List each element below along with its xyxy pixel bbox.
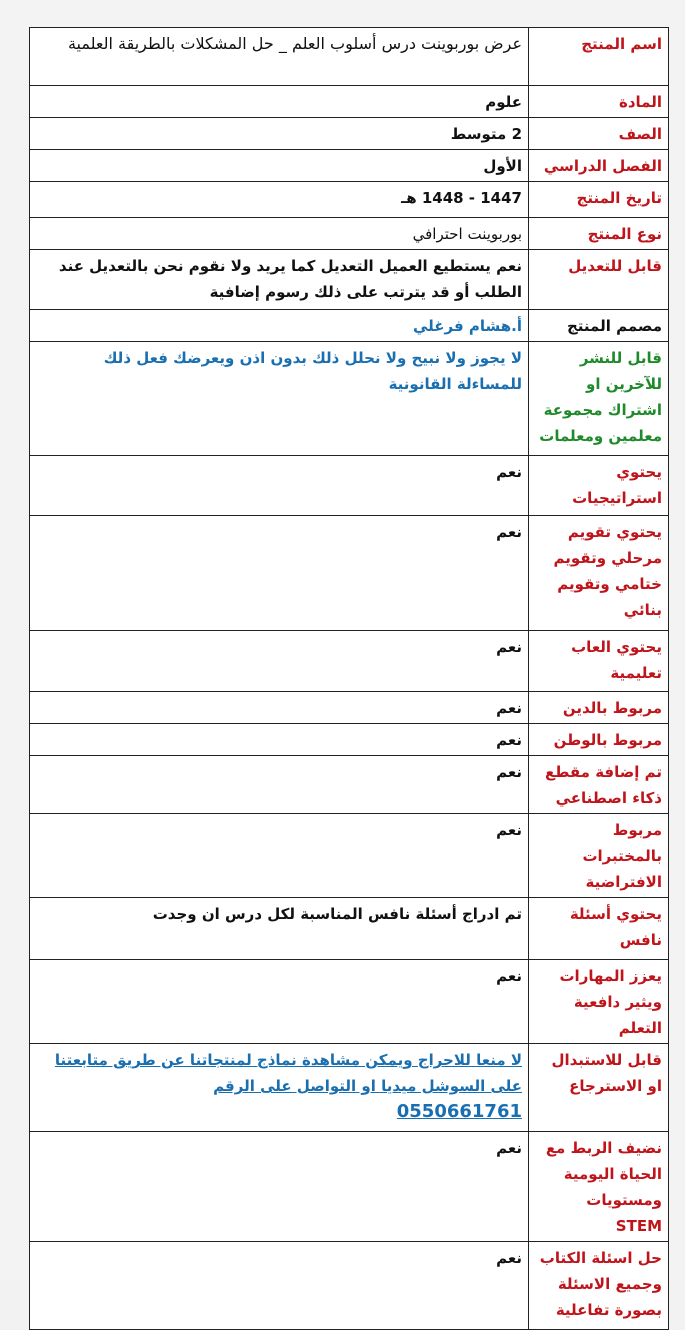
table-row xyxy=(30,756,669,814)
table-row xyxy=(30,1242,669,1330)
table-row xyxy=(30,1132,669,1242)
row-label: مربوط بالدين xyxy=(529,692,669,724)
table-row xyxy=(30,342,669,456)
row-value: نعم xyxy=(30,456,529,516)
table-row xyxy=(30,28,669,86)
row-label: مصمم المنتج xyxy=(529,310,669,342)
row-value: علوم xyxy=(30,86,529,118)
row-label: يحتوي العاب تعليمية xyxy=(529,631,669,692)
row-label: قابل للنشر للآخرين او اشتراك مجموعة معلمين ومعلمات xyxy=(529,342,669,456)
table-row xyxy=(30,724,669,756)
table-row xyxy=(30,118,669,150)
table-row xyxy=(30,218,669,250)
phone-number-link[interactable]: 0550661761 xyxy=(396,1101,522,1122)
row-value: نعم xyxy=(30,960,529,1044)
row-value: نعم xyxy=(30,724,529,756)
table-row xyxy=(30,150,669,182)
row-value: لا يجوز ولا نبيح ولا نحلل ذلك بدون اذن ويعرضك فعل ذلك للمساءلة القانونية xyxy=(30,342,529,456)
table-row xyxy=(30,814,669,898)
product-spec-table xyxy=(29,27,669,1330)
row-label: يحتوي أسئلة نافس xyxy=(529,898,669,960)
row-value: تم ادراج أسئلة نافس المناسبة لكل درس ان وجدت xyxy=(30,898,529,960)
row-value: نعم xyxy=(30,814,529,898)
row-value: نعم xyxy=(30,631,529,692)
row-label: الفصل الدراسي xyxy=(529,150,669,182)
table-row xyxy=(30,310,669,342)
row-label: يعزز المهارات ويثير دافعية التعلم xyxy=(529,960,669,1044)
row-value: 2 متوسط xyxy=(30,118,529,150)
table-row xyxy=(30,456,669,516)
row-value: الأول xyxy=(30,150,529,182)
table-row xyxy=(30,1044,669,1132)
row-value: نعم يستطيع العميل التعديل كما يريد ولا نقوم نحن بالتعديل عند الطلب أو قد يترتب على ذلك رسوم إضافية xyxy=(30,250,529,310)
table-row xyxy=(30,516,669,631)
table-row xyxy=(30,182,669,218)
row-label: حل اسئلة الكتاب وجميع الاسئلة بصورة تفاعلية xyxy=(529,1242,669,1330)
row-value: نعم xyxy=(30,1242,529,1330)
row-value: أ.هشام فرغلي xyxy=(30,310,529,342)
row-label: مربوط بالمختبرات الافتراضية xyxy=(529,814,669,898)
table-row xyxy=(30,250,669,310)
table-row xyxy=(30,898,669,960)
row-label: نوع المنتج xyxy=(529,218,669,250)
row-label: تم إضافة مقطع ذكاء اصطناعي xyxy=(529,756,669,814)
row-label: يحتوي استراتيجيات xyxy=(529,456,669,516)
table-row xyxy=(30,960,669,1044)
table-row xyxy=(30,692,669,724)
table-row xyxy=(30,86,669,118)
row-label: يحتوي تقويم مرحلي وتقويم ختامي وتقويم بنائي xyxy=(529,516,669,631)
row-label: قابل للاستبدال او الاسترجاع xyxy=(529,1044,669,1132)
row-value: نعم xyxy=(30,1132,529,1242)
row-value: بوربوينت احترافي xyxy=(30,218,529,250)
row-label: المادة xyxy=(529,86,669,118)
table-row xyxy=(30,631,669,692)
row-label: الصف xyxy=(529,118,669,150)
row-label: مربوط بالوطن xyxy=(529,724,669,756)
row-label: قابل للتعديل xyxy=(529,250,669,310)
row-value: عرض بوربوينت درس أسلوب العلم _ حل المشكلات بالطريقة العلمية xyxy=(30,28,529,86)
row-label: تاريخ المنتج xyxy=(529,182,669,218)
row-label: اسم المنتج xyxy=(529,28,669,86)
contact-link[interactable]: لا منعا للاحراج ويمكن مشاهدة نماذج لمنتجاتنا عن طريق متابعتنا على السوشل ميديا او التواصل على الرقم xyxy=(54,1051,522,1095)
row-label: نضيف الربط مع الحياة اليومية ومستويات STEM xyxy=(529,1132,669,1242)
row-value: نعم xyxy=(30,692,529,724)
row-value: 1447 - 1448 هـ xyxy=(30,182,529,218)
row-value: نعم xyxy=(30,756,529,814)
row-value: نعم xyxy=(30,516,529,631)
row-value xyxy=(30,1044,529,1132)
